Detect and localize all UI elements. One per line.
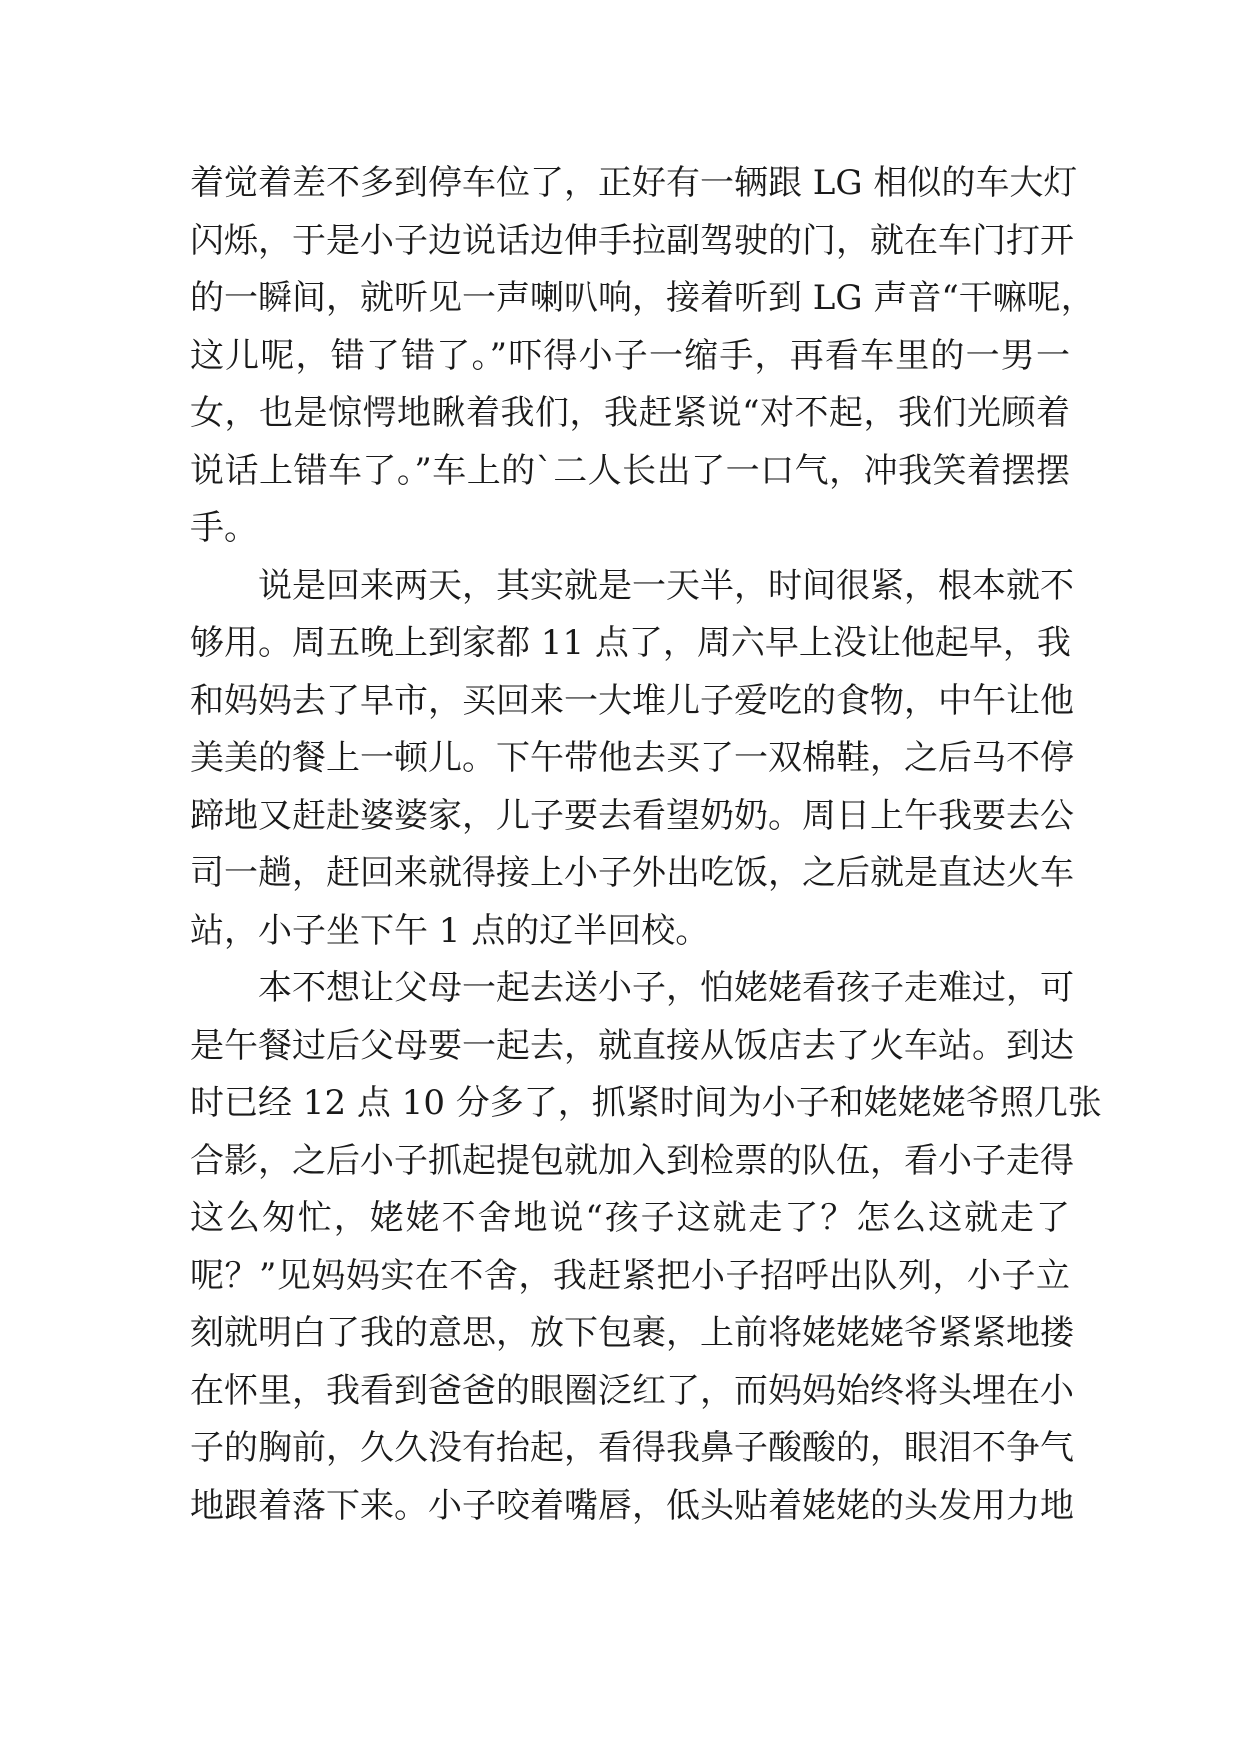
document-body — [190, 155, 1102, 1535]
text-line: 地跟着落下来。小子咬着嘴唇，低头贴着姥姥的头发用力地 — [190, 1485, 1074, 1526]
text-line: 够用。周五晚上到家都 11 点了，周六早上没让他起早，我 — [190, 623, 1071, 663]
text-line: 站，小子坐下午 1 点的辽半回校。 — [190, 910, 710, 951]
text-line: 这么匆忙，姥姥不舍地说“孩子这就走了？怎么这就走了 — [190, 1198, 1070, 1238]
text-line: 着觉着差不多到停车位了，正好有一辆跟 LG 相似的车大灯 — [190, 163, 1078, 203]
text-line: 这儿呢，错了错了。”吓得小子一缩手，再看车里的一男一 — [190, 335, 1070, 376]
text-line: 美美的餐上一顿儿。下午带他去买了一双棉鞋，之后马不停 — [190, 738, 1074, 778]
text-line: 蹄地又赶赴婆婆家，儿子要去看望奶奶。周日上午我要去公 — [190, 795, 1074, 836]
text-line: 司一趟，赶回来就得接上小子外出吃饭，之后就是直达火车 — [190, 853, 1074, 893]
text-line: 是午餐过后父母要一起去，就直接从饭店去了火车站。到达 — [190, 1025, 1074, 1066]
paragraph — [190, 558, 1074, 961]
text-line: 时已经 12 点 10 分多了，抓紧时间为小子和姥姥姥爷照几张 — [190, 1083, 1102, 1123]
text-line: 和妈妈去了早市，买回来一大堆儿子爱吃的食物，中午让他 — [190, 680, 1074, 721]
text-line: 合影，之后小子抓起提包就加入到检票的队伍，看小子走得 — [190, 1140, 1074, 1181]
text-line: 说话上错车了。”车上的`二人长出了一口气，冲我笑着摆摆 — [190, 450, 1070, 491]
text-line: 的一瞬间，就听见一声喇叭响，接着听到 LG 声音“干嘛呢， — [190, 278, 1095, 318]
text-line: 本不想让父母一起去送小子，怕姥姥看孩子走难过，可 — [258, 968, 1074, 1008]
text-line: 说是回来两天，其实就是一天半，时间很紧，根本就不 — [258, 565, 1074, 606]
text-line: 闪烁，于是小子边说话边伸手拉副驾驶的门，就在车门打开 — [190, 220, 1074, 261]
paragraph — [190, 960, 1102, 1535]
text-line: 子的胸前，久久没有抬起，看得我鼻子酸酸的，眼泪不争气 — [190, 1428, 1074, 1468]
text-line: 女，也是惊愕地瞅着我们，我赶紧说“对不起，我们光顾着 — [190, 393, 1070, 433]
text-line: 在怀里，我看到爸爸的眼圈泛红了，而妈妈始终将头埋在小 — [190, 1370, 1074, 1411]
paragraph — [190, 155, 1095, 558]
text-line: 手。 — [190, 508, 258, 548]
text-line: 呢？”见妈妈实在不舍，我赶紧把小子招呼出队列，小子立 — [190, 1255, 1070, 1296]
text-line: 刻就明白了我的意思，放下包裹，上前将姥姥姥爷紧紧地搂 — [190, 1313, 1074, 1353]
